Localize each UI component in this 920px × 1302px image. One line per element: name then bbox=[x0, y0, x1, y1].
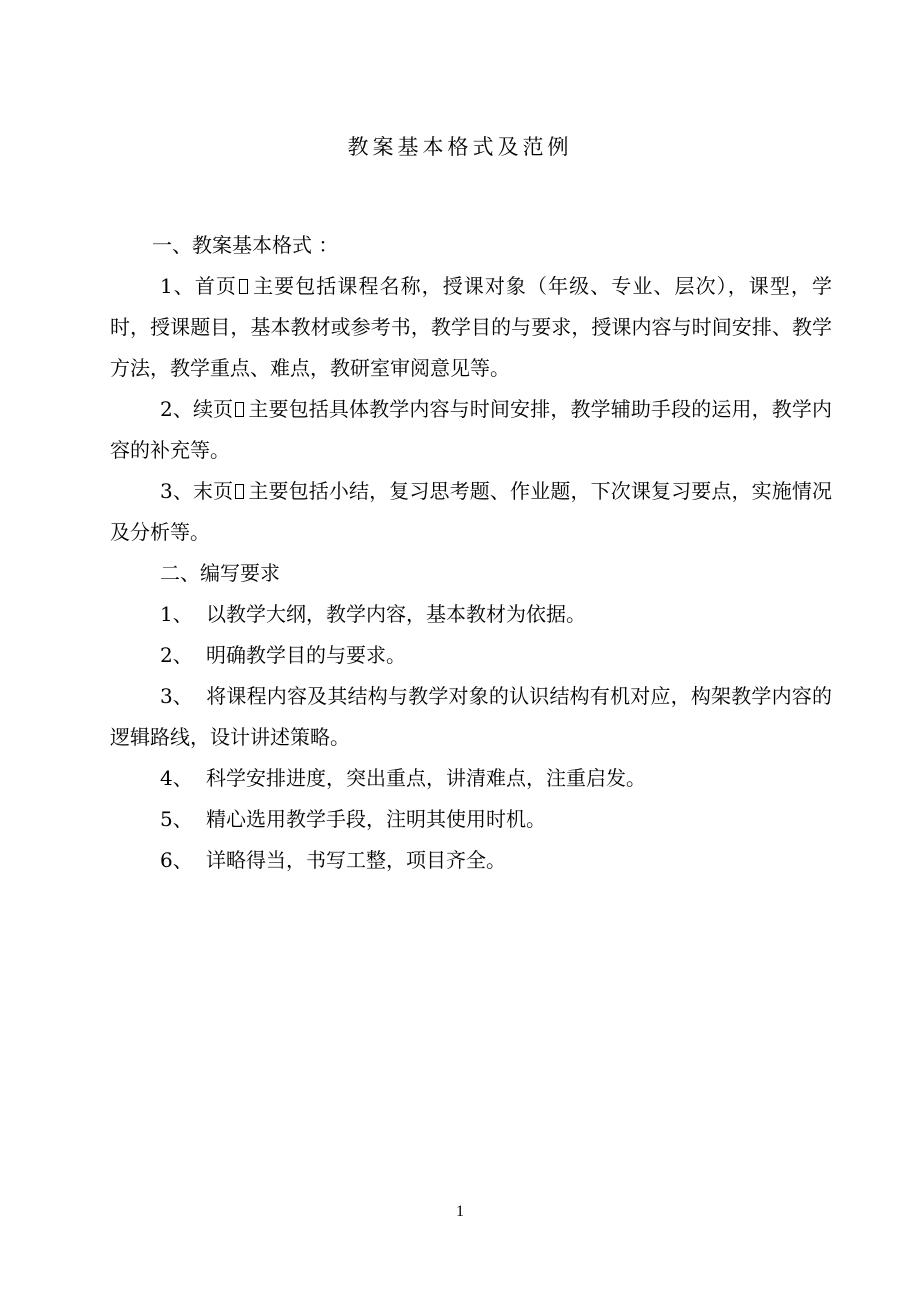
requirement-item-5 bbox=[110, 799, 832, 840]
requirement-item-3 bbox=[110, 676, 832, 758]
requirement-text: 将课程内容及其结构与教学对象的认识结构有机对应，构架教学内容的逻辑路线，设计讲述策略。 bbox=[110, 684, 832, 749]
format-item-1 bbox=[110, 266, 832, 389]
section-heading-requirements: 二、编写要求 bbox=[160, 561, 280, 585]
missing-glyph-icon bbox=[235, 402, 244, 417]
format-item-label: 3、末页 bbox=[160, 479, 234, 503]
document-body bbox=[110, 225, 832, 881]
format-item-2 bbox=[110, 389, 832, 471]
page-title: 教案基本格式及范例 bbox=[347, 135, 573, 159]
requirement-number: 5、 bbox=[160, 807, 193, 831]
requirement-item-6 bbox=[110, 840, 832, 881]
requirement-text: 精心选用教学手段，注明其使用时机。 bbox=[206, 807, 546, 831]
requirement-number: 4、 bbox=[160, 766, 193, 790]
requirement-text: 以教学大纲，教学内容，基本教材为依据。 bbox=[206, 602, 586, 626]
format-item-text: 主要包括小结，复习思考题、作业题，下次课复习要点，实施情况及分析等。 bbox=[110, 479, 832, 544]
section-heading-format: 一、教案基本格式 ： bbox=[152, 233, 339, 257]
requirement-text: 明确教学目的与要求。 bbox=[206, 643, 406, 667]
format-item-3 bbox=[110, 471, 832, 553]
requirement-text: 科学安排进度，突出重点，讲清难点，注重启发。 bbox=[206, 766, 646, 790]
format-item-label: 2、续页 bbox=[160, 397, 234, 421]
requirement-number: 2、 bbox=[160, 643, 193, 667]
requirement-item-4 bbox=[110, 758, 832, 799]
requirement-number: 3、 bbox=[160, 684, 193, 708]
format-item-text: 主要包括课程名称，授课对象（年级、专业、层次），课型，学时，授课题目，基本教材或参考书，教学目的与要求，授课内容与时间安排、教学方法，教学重点、难点，教研室审阅意见等。 bbox=[110, 274, 832, 380]
requirement-item-1 bbox=[110, 594, 832, 635]
format-item-label: 1、首页 bbox=[160, 274, 238, 298]
requirement-number: 1、 bbox=[160, 602, 193, 626]
requirement-number: 6、 bbox=[160, 848, 193, 872]
format-item-text: 主要包括具体教学内容与时间安排，教学辅助手段的运用，教学内容的补充等。 bbox=[110, 397, 832, 462]
page-number: 1 bbox=[456, 1203, 464, 1220]
missing-glyph-icon bbox=[235, 484, 244, 499]
missing-glyph-icon bbox=[239, 279, 248, 294]
requirement-text: 详略得当，书写工整，项目齐全。 bbox=[206, 848, 506, 872]
requirement-item-2 bbox=[110, 635, 832, 676]
